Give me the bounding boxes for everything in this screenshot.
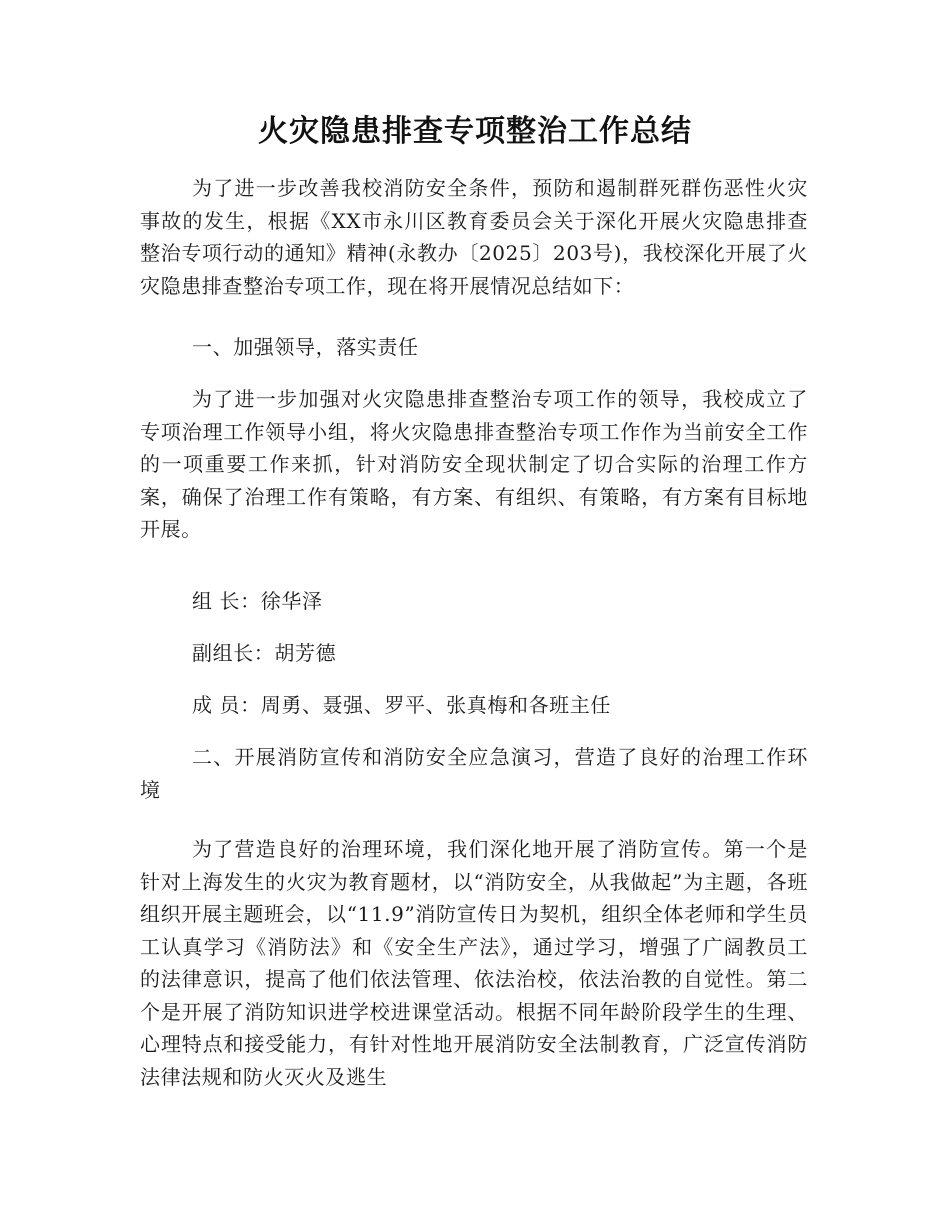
section-1-paragraph: 为了进一步加强对火灾隐患排查整治专项工作的领导，我校成立了专项治理工作领导小组，将火灾隐患排查整治专项工作作为当前安全工作的一项重要工作来抓，针对消防安全现状制定了切合实际的治理工作方案，确保了治理工作有策略，有方案、有组织、有策略，有方案有目标地开展。 — [140, 387, 808, 541]
document-title: 火灾隐患排查专项整治工作总结 — [258, 114, 692, 149]
members-line: 成 员：周勇、聂强、罗平、张真梅和各班主任 — [192, 693, 611, 717]
section-2-paragraph: 为了营造良好的治理环境，我们深化地开展了消防宣传。第一个是针对上海发生的火灾为教育题材，以“消防安全，从我做起”为主题，各班组织开展主题班会，以“11.9”消防宣传日为契机，组织全体老师和学生员工认真学习《消防法》和《安全生产法》，通过学习，增强了广阔教员工的法律意识，提高了他们依法管理、依法治校，依法治教的自觉性。第二个是开展了消防知识进学校进课堂活动。根据不同年龄阶段学生的生理、心理特点和接受能力，有针对性地开展消防安全法制教育，广泛宣传消防法律法规和防火灭火及逃生 — [140, 837, 808, 1089]
section-heading-2: 二、开展消防宣传和消防安全应急演习，营造了良好的治理工作环境 — [140, 745, 808, 802]
intro-paragraph: 为了进一步改善我校消防安全条件，预防和遏制群死群伤恶性火灾事故的发生，根据《XX市永川区教育委员会关于深化开展火灾隐患排查整治专项行动的通知》精神(永教办〔2025〕203号)，我校深化开展了火灾隐患排查整治专项工作，现在将开展情况总结如下： — [140, 176, 808, 298]
section-heading-1: 一、加强领导，落实责任 — [192, 335, 419, 359]
leader-line: 组 长：徐华泽 — [192, 589, 323, 613]
deputy-leader-line: 副组长：胡芳德 — [192, 641, 337, 665]
